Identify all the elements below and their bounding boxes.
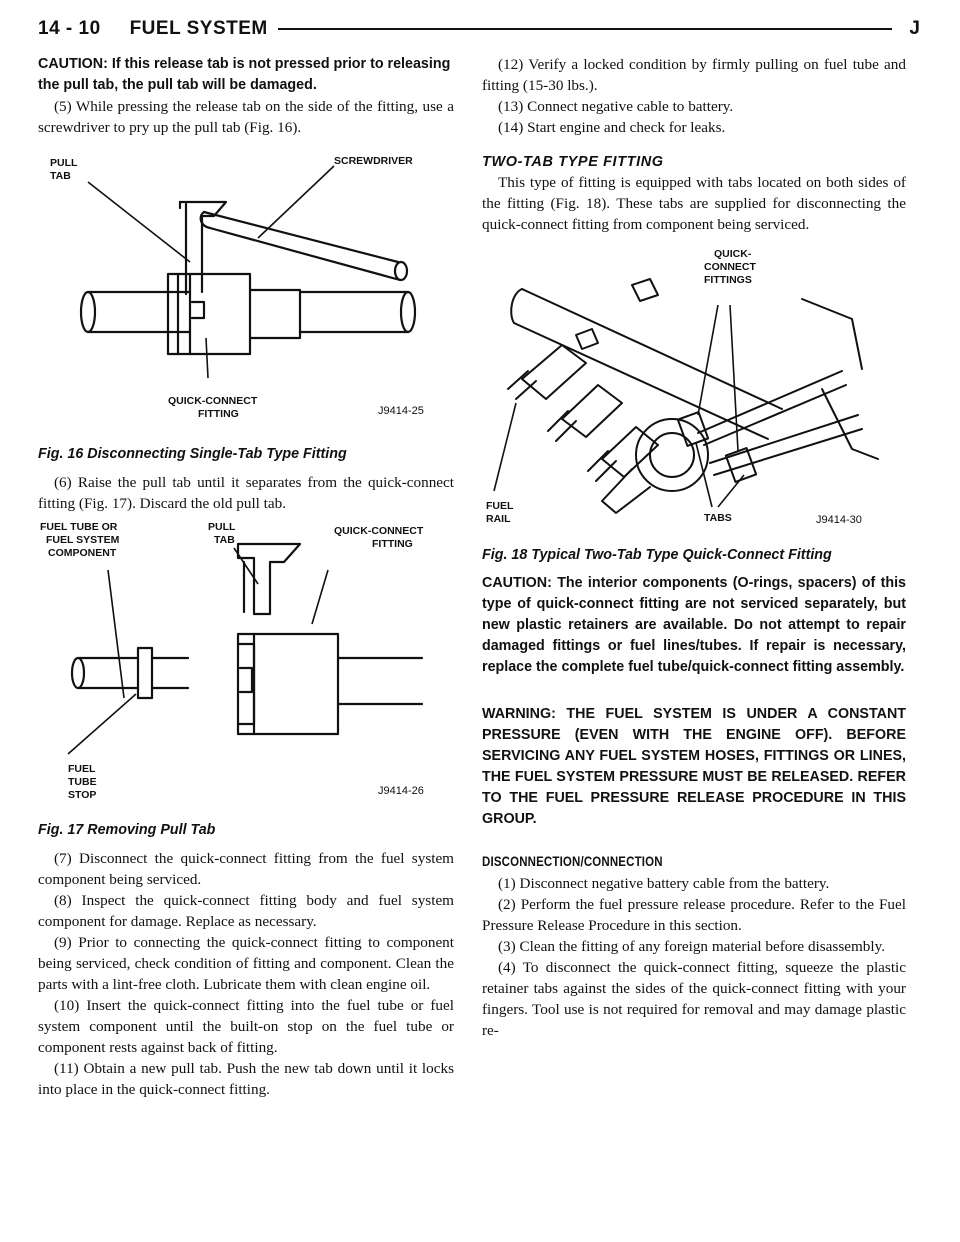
- step-13: (13) Connect negative cable to battery.: [498, 98, 734, 115]
- fig18-label-tabs: TABS: [704, 512, 732, 524]
- fig17-code: J9414-26: [378, 785, 424, 797]
- figure-18: [482, 239, 906, 563]
- fig18-label-qc-2: CONNECT: [704, 261, 756, 273]
- model-code: J: [909, 18, 920, 39]
- caution-release-tab: CAUTION: If this release tab is not pressed prior to releasing the pull tab, the pull tab will be damaged.: [38, 56, 451, 93]
- figure-16: [38, 142, 454, 462]
- fig16-label-qc-2: FITTING: [198, 408, 239, 420]
- fig17-label-component-2: FUEL SYSTEM: [46, 534, 120, 546]
- fig18-label-qc-3: FITTINGS: [704, 274, 752, 286]
- right-column: [482, 54, 906, 1041]
- fig18-code: J9414-30: [816, 514, 862, 526]
- fig17-label-qc-2: FITTING: [372, 538, 413, 550]
- step-12: (12) Verify a locked condition by firmly pulling on fuel tube and fitting (15-30 lbs.).: [482, 56, 906, 94]
- disc-step-2: (2) Perform the fuel pressure release procedure. Refer to the Fuel Pressure Release Procedure in this section.: [482, 896, 906, 934]
- page-number: 14 - 10: [38, 18, 101, 39]
- step-11: (11) Obtain a new pull tab. Push the new tab down until it locks into place in the quick-connect fitting.: [38, 1060, 454, 1098]
- step-14: (14) Start engine and check for leaks.: [498, 119, 726, 136]
- fig17-caption: Fig. 17 Removing Pull Tab: [38, 822, 216, 838]
- fig18-label-qc-1: QUICK-: [714, 248, 752, 260]
- step-7: (7) Disconnect the quick-connect fitting from the fuel system component being serviced.: [38, 850, 454, 888]
- fig17-label-component-1: FUEL TUBE OR: [40, 521, 118, 533]
- fig18-label-rail-1: FUEL: [486, 500, 514, 512]
- disc-step-4: (4) To disconnect the quick-connect fitting, squeeze the plastic retainer tabs against the sides of the quick-connect fitting with your fingers. Tool use is not required for removal and may damage plastic re-: [482, 959, 906, 1039]
- fig17-label-stop-3: STOP: [68, 789, 97, 801]
- left-column: [38, 54, 454, 1100]
- fig16-illustration: [38, 142, 454, 442]
- header-left: [38, 18, 268, 40]
- section-title: FUEL SYSTEM: [129, 18, 268, 39]
- fig16-label-qc-1: QUICK-CONNECT: [168, 395, 258, 407]
- fig16-code: J9414-25: [378, 405, 424, 417]
- fig17-label-pull-1: PULL: [208, 521, 236, 533]
- fig16-label-pull-1: PULL: [50, 157, 78, 169]
- fig18-caption: Fig. 18 Typical Two-Tab Type Quick-Connect Fitting: [482, 547, 832, 563]
- disconnection-heading: DISCONNECTION/CONNECTION: [482, 854, 663, 869]
- two-tab-heading: TWO-TAB TYPE FITTING: [482, 154, 664, 170]
- caution-interior-components: CAUTION: The interior components (O-rings, spacers) of this type of quick-connect fitting are not serviced separately, but new plastic retainers are available. Do not attempt to repair damaged fittings or fuel lines/tubes. If repair is necessary, replace the complete fuel tube/quick-connect fitting assembly.: [482, 575, 906, 675]
- fig17-label-pull-2: TAB: [214, 534, 235, 546]
- header-rule: [278, 28, 892, 30]
- disc-step-1: (1) Disconnect negative battery cable from the battery.: [498, 875, 830, 892]
- step-8: (8) Inspect the quick-connect fitting body and fuel system component for damage. Replace as necessary.: [38, 892, 454, 930]
- fig17-illustration: [38, 518, 454, 818]
- warning-fuel-pressure: WARNING: THE FUEL SYSTEM IS UNDER A CONSTANT PRESSURE (EVEN WITH THE ENGINE OFF). BEFORE SERVICING ANY FUEL SYSTEM HOSES, FITTINGS OR LINES, THE FUEL SYSTEM PRESSURE MUST BE RELEASED. REFER TO THE FUEL PRESSURE RELEASE PROCEDURE IN THIS GROUP.: [482, 706, 906, 827]
- fig16-label-pull-2: TAB: [50, 170, 71, 182]
- fig18-illustration: [482, 239, 906, 543]
- fig16-label-screwdriver: SCREWDRIVER: [334, 155, 413, 167]
- page-header: [38, 14, 920, 44]
- step-5: (5) While pressing the release tab on the side of the fitting, use a screwdriver to pry up the pull tab (Fig. 16).: [38, 98, 454, 136]
- disc-step-3: (3) Clean the fitting of any foreign material before disassembly.: [498, 938, 886, 955]
- fig17-label-qc-1: QUICK-CONNECT: [334, 525, 424, 537]
- step-6: (6) Raise the pull tab until it separates from the quick-connect fitting (Fig. 17). Discard the old pull tab.: [38, 474, 454, 512]
- fig18-label-rail-2: RAIL: [486, 513, 511, 525]
- figure-17: [38, 518, 454, 838]
- fig16-caption: Fig. 16 Disconnecting Single-Tab Type Fitting: [38, 446, 347, 462]
- step-9: (9) Prior to connecting the quick-connect fitting to component being serviced, check condition of fitting and component. Clean the parts with a lint-free cloth. Lubricate them with clean engine oil.: [38, 934, 454, 993]
- fig17-label-component-3: COMPONENT: [48, 547, 117, 559]
- two-tab-intro: This type of fitting is equipped with tabs located on both sides of the fitting (Fig. 18). These tabs are supplied for disconnecting the quick-connect fitting from component being serviced.: [482, 174, 906, 233]
- fig17-label-stop-2: TUBE: [68, 776, 97, 788]
- step-10: (10) Insert the quick-connect fitting into the fuel tube or fuel system component until the built-on stop on the fuel tube or component rests against back of fitting.: [38, 997, 454, 1056]
- fig17-label-stop-1: FUEL: [68, 763, 96, 775]
